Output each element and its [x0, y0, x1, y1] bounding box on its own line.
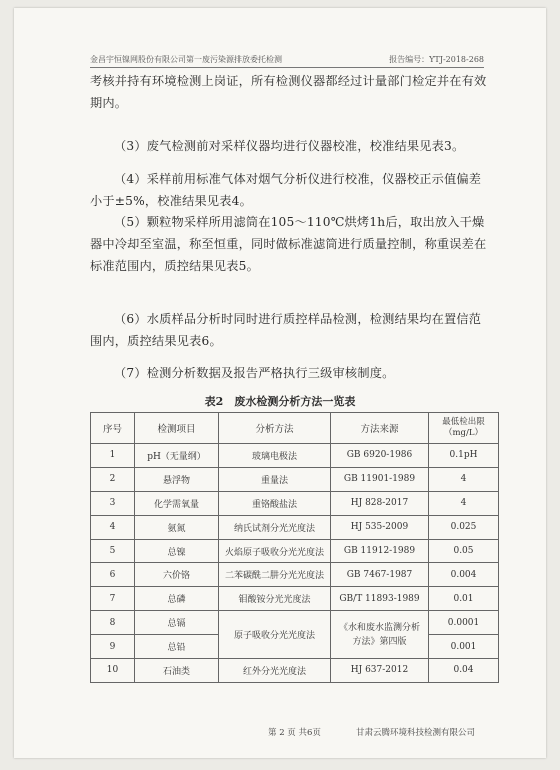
cell-item: 六价铬 [135, 563, 219, 587]
cell-limit: 0.05 [429, 539, 499, 563]
method-table [90, 412, 499, 683]
header-limit-label: 最低检出限 [442, 417, 485, 427]
cell-item: 悬浮物 [135, 467, 219, 491]
table-row [91, 467, 499, 491]
document-page [14, 8, 546, 758]
cell-method: 二苯碳酰二肼分光光度法 [219, 563, 331, 587]
table-row [91, 491, 499, 515]
paragraph-qualification: 考核并持有环境检测上岗证，所有检测仪器都经过计量部门检定并在有效期内。 [90, 74, 487, 110]
table-caption: 表2 废水检测分析方法一览表 [204, 395, 356, 408]
table-row [91, 563, 499, 587]
cell-item: 总镉 [135, 611, 219, 635]
cell-no: 6 [91, 563, 135, 587]
paragraph-4: （4）采样前用标准气体对烟气分析仪进行校准，仪器校正示值偏差小于±5%，校准结果见表4。 [90, 172, 482, 208]
cell-limit: 0.1pH [429, 444, 499, 468]
footer-company: 甘肃云腾环境科技检测有限公司 [356, 728, 476, 738]
cell-source: HJ 637-2012 [331, 659, 429, 683]
header-limit [429, 413, 499, 444]
cell-source: HJ 535-2009 [331, 515, 429, 539]
cell-method: 重铬酸盐法 [219, 491, 331, 515]
cell-source: GB 11901-1989 [331, 467, 429, 491]
paragraph-7: （7）检测分析数据及报告严格执行三级审核制度。 [114, 366, 395, 380]
cell-no: 5 [91, 539, 135, 563]
cell-item: 石油类 [135, 659, 219, 683]
cell-no: 10 [91, 659, 135, 683]
page-number: 第 2 页 共6页 [268, 728, 321, 738]
cell-limit: 0.0001 [429, 611, 499, 635]
cell-source-merged: 《水和废水监测分析方法》第四版 [331, 611, 429, 659]
cell-item: 化学需氧量 [135, 491, 219, 515]
cell-source: GB 11912-1989 [331, 539, 429, 563]
cell-item: 总镍 [135, 539, 219, 563]
cell-method-merged: 原子吸收分光光度法 [219, 611, 331, 659]
cell-source: HJ 828-2017 [331, 491, 429, 515]
cell-no: 8 [91, 611, 135, 635]
header-source: 方法来源 [331, 413, 429, 444]
cell-limit: 0.04 [429, 659, 499, 683]
table-header-row [91, 413, 499, 444]
paragraph-3: （3）废气检测前对采样仪器均进行仪器校准，校准结果见表3。 [114, 139, 465, 153]
cell-source: GB 7467-1987 [331, 563, 429, 587]
cell-method: 红外分光光度法 [219, 659, 331, 683]
cell-method: 纳氏试剂分光光度法 [219, 515, 331, 539]
cell-no: 4 [91, 515, 135, 539]
cell-source: GB/T 11893-1989 [331, 587, 429, 611]
cell-item: pH（无量纲） [135, 444, 219, 468]
header-no: 序号 [91, 413, 135, 444]
cell-no: 3 [91, 491, 135, 515]
table-row [91, 515, 499, 539]
report-number: 报告编号：YTJ-2018-268 [389, 55, 484, 64]
cell-item: 总磷 [135, 587, 219, 611]
running-header [90, 54, 484, 68]
cell-limit: 0.025 [429, 515, 499, 539]
cell-method: 重量法 [219, 467, 331, 491]
paragraph-5: （5）颗粒物采样所用滤筒在105～110℃烘烤1h后，取出放入干燥器中冷却至室温，称至恒重，同时做标准滤筒进行质量控制，称重误差在标准范围内，质控结果见表5。 [90, 215, 487, 273]
paragraph-6: （6）水质样品分析时同时进行质控样品检测，检测结果均在置信范围内，质控结果见表6。 [90, 312, 482, 348]
table-row [91, 659, 499, 683]
cell-item: 总铅 [135, 635, 219, 659]
header-item: 检测项目 [135, 413, 219, 444]
header-limit-unit: （mg/L） [443, 428, 483, 438]
table-row [91, 611, 499, 635]
cell-no: 1 [91, 444, 135, 468]
cell-method: 火焰原子吸收分光光度法 [219, 539, 331, 563]
table-row [91, 539, 499, 563]
cell-no: 7 [91, 587, 135, 611]
cell-item: 氨氮 [135, 515, 219, 539]
cell-method: 钼酸铵分光光度法 [219, 587, 331, 611]
header-title: 金昌宇恒镍网股份有限公司第一废污染源排放委托检测 [90, 55, 282, 64]
cell-limit: 0.001 [429, 635, 499, 659]
cell-method: 玻璃电极法 [219, 444, 331, 468]
cell-source: GB 6920-1986 [331, 444, 429, 468]
table-row [91, 444, 499, 468]
cell-limit: 4 [429, 467, 499, 491]
cell-limit: 0.004 [429, 563, 499, 587]
cell-no: 9 [91, 635, 135, 659]
table-row [91, 587, 499, 611]
header-method: 分析方法 [219, 413, 331, 444]
cell-limit: 0.01 [429, 587, 499, 611]
cell-no: 2 [91, 467, 135, 491]
cell-limit: 4 [429, 491, 499, 515]
